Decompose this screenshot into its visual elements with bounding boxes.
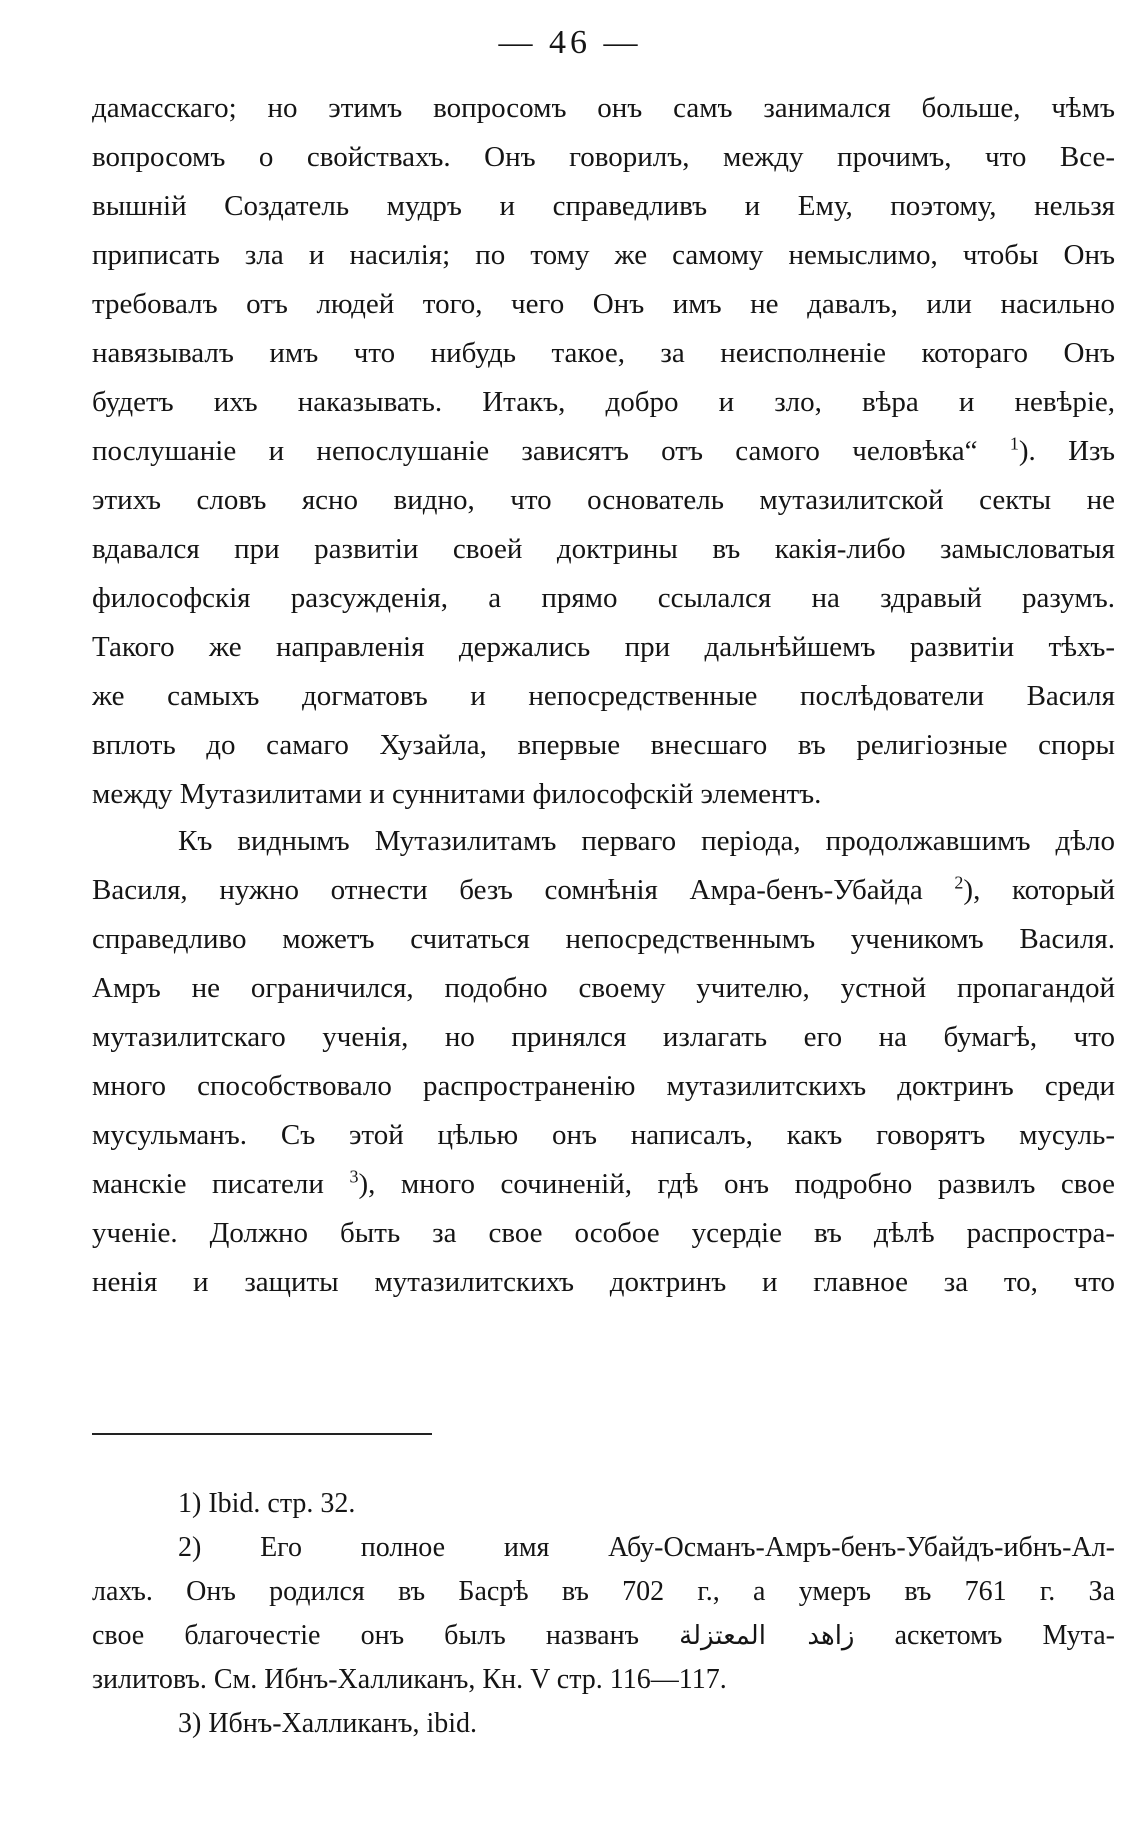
text-segment: ). Изъ (1018, 435, 1115, 467)
text-line: между Мутазилитами и суннитами философскій элементъ. (92, 778, 822, 810)
footnote-2-line: лахъ. Онъ родился въ Басрѣ въ 702 г., а умеръ въ 761 г. За (92, 1576, 1115, 1607)
text-line: вплоть до самаго Хузайла, впервые внесшаго въ религіозные споры (92, 729, 1115, 761)
text-line (92, 427, 1115, 476)
paragraph-1 (92, 84, 1115, 819)
text-line: ученіе. Должно быть за свое особое усердіе въ дѣлѣ распростра- (92, 1217, 1115, 1249)
text-line: же самыхъ догматовъ и непосредственные послѣдователи Василя (92, 680, 1115, 712)
text-line: философскія разсужденія, а прямо ссылался на здравый разумъ. (92, 582, 1115, 614)
text-line: дамасскаго; но этимъ вопросомъ онъ самъ занимался больше, чѣмъ (92, 92, 1115, 124)
text-line: много способствовало распространенію мутазилитскихъ доктринъ среди (92, 1070, 1115, 1102)
text-segment: свое благочестіе онъ былъ названъ (92, 1620, 640, 1651)
paragraph-2 (92, 817, 1115, 1307)
footnote-2-line (92, 1614, 1115, 1658)
text-line: навязывалъ имъ что нибудь такое, за неисполненіе котораго Онъ (92, 337, 1115, 369)
text-line: будетъ ихъ наказывать. Итакъ, добро и зло, вѣра и невѣріе, (92, 386, 1115, 418)
footnote-ref-1: 1 (1009, 433, 1019, 454)
text-line: ненія и защиты мутазилитскихъ доктринъ и главное за то, что (92, 1266, 1115, 1298)
text-segment: ), который (963, 874, 1115, 906)
text-segment: ), много сочиненій, гдѣ онъ подробно развилъ свое (358, 1168, 1115, 1200)
text-line: вышній Создатель мудръ и справедливъ и Ему, поэтому, нельзя (92, 190, 1115, 222)
footnotes (92, 1482, 1115, 1746)
footnote-3: 3) Ибнъ-Халликанъ, ibid. (178, 1708, 478, 1739)
text-segment: Василя, нужно отнести безъ сомнѣнія Амра-бенъ-Убайда (92, 874, 923, 906)
footnote-1: 1) Ibid. стр. 32. (178, 1488, 356, 1519)
text-line: Къ виднымъ Мутазилитамъ перваго періода, продолжавшимъ дѣло (178, 825, 1115, 857)
text-line: вопросомъ о свойствахъ. Онъ говорилъ, между прочимъ, что Все- (92, 141, 1115, 173)
text-line: справедливо можетъ считаться непосредственнымъ ученикомъ Василя. (92, 923, 1115, 955)
text-segment: послушаніе и непослушаніе зависятъ отъ самого человѣка“ (92, 435, 978, 467)
page-number: — 46 — (498, 24, 642, 61)
text-line (92, 866, 1115, 915)
text-line: Такого же направленія держались при дальнѣйшемъ развитіи тѣхъ- (92, 631, 1115, 663)
text-line (92, 1160, 1115, 1209)
text-line: этихъ словъ ясно видно, что основатель мутазилитской секты не (92, 484, 1115, 516)
text-line: требовалъ отъ людей того, чего Онъ имъ не давалъ, или насильно (92, 288, 1115, 320)
footnote-divider (92, 1433, 432, 1435)
footnote-2-line: 2) Его полное имя Абу-Османъ-Амръ-бенъ-Убайдъ-ибнъ-Ал- (178, 1532, 1115, 1563)
text-line: вдавался при развитіи своей доктрины въ какія-либо замысловатыя (92, 533, 1115, 565)
text-line: мутазилитскаго ученія, но принялся излагать его на бумагѣ, что (92, 1021, 1115, 1053)
text-line: мусульманъ. Съ этой цѣлью онъ написалъ, какъ говорятъ мусуль- (92, 1119, 1115, 1151)
text-line: приписать зла и насилія; по тому же самому немыслимо, чтобы Онъ (92, 239, 1115, 271)
arabic-phrase: زاهد المعتزلة (679, 1621, 855, 1651)
footnote-ref-3: 3 (349, 1166, 359, 1187)
text-segment: аскетомъ Мута- (894, 1620, 1115, 1651)
footnote-2-line: зилитовъ. См. Ибнъ-Халликанъ, Кн. V стр. 116—117. (92, 1664, 727, 1695)
footnote-ref-2: 2 (954, 872, 964, 893)
text-segment: манскіе писатели (92, 1168, 324, 1200)
text-line: Амръ не ограничился, подобно своему учителю, устной пропагандой (92, 972, 1115, 1004)
